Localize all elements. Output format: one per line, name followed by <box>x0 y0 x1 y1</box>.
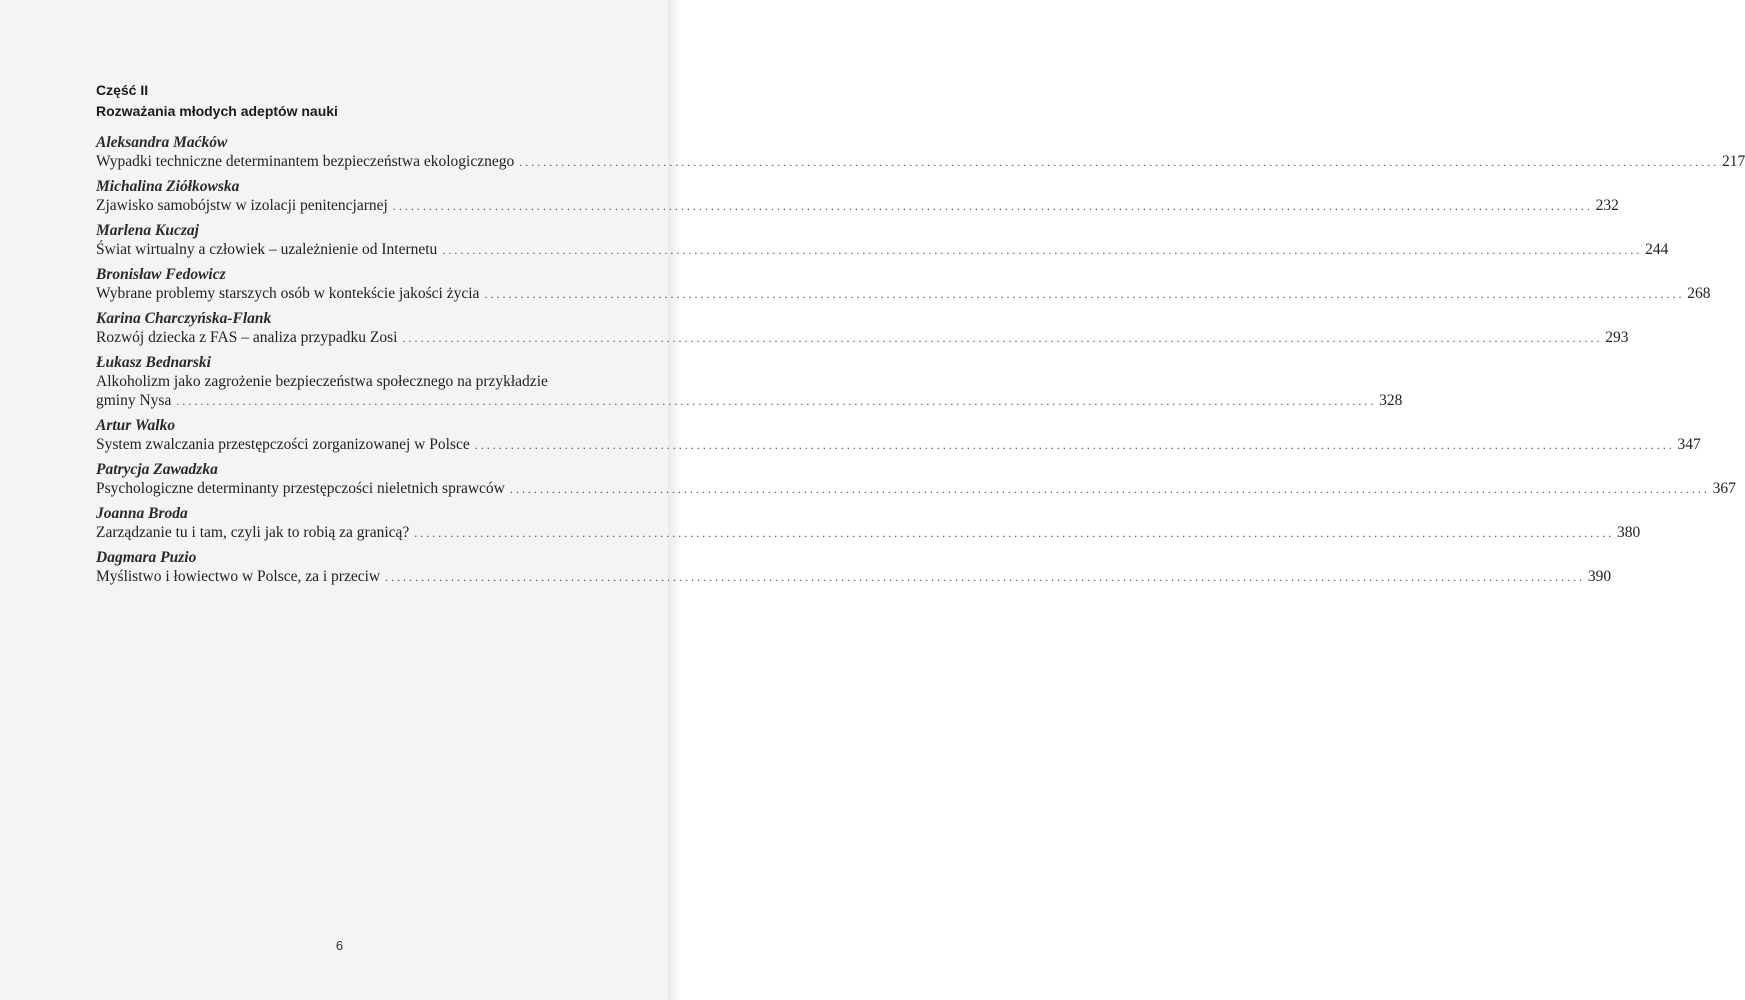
entry-page: 293 <box>1605 329 1629 346</box>
entry-author: Dagmara Puzio <box>96 549 197 566</box>
table-of-contents <box>96 134 1745 593</box>
dot-leader: . . . . . . . . . . . . . . . . . . . . . . . . . . . . . . . . . . . . . . . . . . . . . . . . . . . . . . . . . . . . . . . . . . . . . . . . . . . . . . . . . . . . . . . . . . . . . . . . . . . . . . . . . . . . . . . . . . . . . . . . . . . . . . . . . . . . . . . . . . . . . . . . . . . . . . . . . . . . . . . . . . . . . . . . . . . . . . . . . . . . . . . . . . . . . . . . . . . . . . . . <box>474 438 1672 452</box>
toc-entry <box>96 134 1745 172</box>
entry-title: Rozwój dziecka z FAS – analiza przypadku Zosi <box>96 329 398 346</box>
toc-entry <box>96 222 1669 260</box>
entry-page: 367 <box>1712 480 1736 497</box>
entry-page: 268 <box>1687 285 1711 302</box>
entry-author: Michalina Ziółkowska <box>96 178 240 195</box>
entry-page: 217 <box>1722 153 1745 170</box>
entry-line <box>96 284 1711 304</box>
toc-entry <box>96 417 1701 455</box>
dot-leader: . . . . . . . . . . . . . . . . . . . . . . . . . . . . . . . . . . . . . . . . . . . . . . . . . . . . . . . . . . . . . . . . . . . . . . . . . . . . . . . . . . . . . . . . . . . . . . . . . . . . . . . . . . . . . . . . . . . . . . . . . . . . . . . . . . . . . . . . . . . . . . . . . . . . . . . . . . . . . . . . . . . . . . . . . . . . . . . . . . . . . . . . . . . . . . . . . . . . . . . . <box>414 526 1612 540</box>
entry-line <box>96 152 1745 172</box>
entry-author: Joanna Broda <box>96 505 188 522</box>
part-label: Część II <box>96 82 149 98</box>
toc-entry <box>96 549 1612 587</box>
entry-title: Alkoholizm jako zagrożenie bezpieczeństwa społecznego na przykładzie <box>96 373 548 390</box>
dot-leader: . . . . . . . . . . . . . . . . . . . . . . . . . . . . . . . . . . . . . . . . . . . . . . . . . . . . . . . . . . . . . . . . . . . . . . . . . . . . . . . . . . . . . . . . . . . . . . . . . . . . . . . . . . . . . . . . . . . . . . . . . . . . . . . . . . . . . . . . . . . . . . . . . . . . . . . . . . . . . . . . . . . . . . . . . . . . . . . . . . . . . . . . . . . . . . . . . . . . . . . . <box>519 155 1717 169</box>
toc-entry <box>96 505 1641 543</box>
entry-author: Łukasz Bednarski <box>96 354 211 371</box>
entry-page: 232 <box>1595 197 1619 214</box>
entry-author: Artur Walko <box>96 417 176 434</box>
entry-title: Zarządzanie tu i tam, czyli jak to robią za granicą? <box>96 524 410 541</box>
entry-title: Świat wirtualny a człowiek – uzależnienie od Internetu <box>96 241 438 258</box>
dot-leader: . . . . . . . . . . . . . . . . . . . . . . . . . . . . . . . . . . . . . . . . . . . . . . . . . . . . . . . . . . . . . . . . . . . . . . . . . . . . . . . . . . . . . . . . . . . . . . . . . . . . . . . . . . . . . . . . . . . . . . . . . . . . . . . . . . . . . . . . . . . . . . . . . . . . . . . . . . . . . . . . . . . . . . . . . . . . . . . . . . . . . . . . . . . . . . . . . . . . . . . . <box>402 331 1600 345</box>
entry-page: 390 <box>1587 568 1612 585</box>
entry-line <box>96 240 1669 260</box>
page-edge <box>668 0 679 1000</box>
part-title: Rozważania młodych adeptów nauki <box>96 103 338 119</box>
toc-entry <box>96 461 1736 499</box>
entry-title: System zwalczania przestępczości zorganizowanej w Polsce <box>96 436 470 453</box>
dot-leader: . . . . . . . . . . . . . . . . . . . . . . . . . . . . . . . . . . . . . . . . . . . . . . . . . . . . . . . . . . . . . . . . . . . . . . . . . . . . . . . . . . . . . . . . . . . . . . . . . . . . . . . . . . . . . . . . . . . . . . . . . . . . . . . . . . . . . . . . . . . . . . . . . . . . . . . . . . . . . . . . . . . . . . . . . . . . . . . . . . . . . . . . . . . . . . . . . . . . . . . . <box>509 482 1707 496</box>
toc-entry <box>96 178 1619 216</box>
dot-leader: . . . . . . . . . . . . . . . . . . . . . . . . . . . . . . . . . . . . . . . . . . . . . . . . . . . . . . . . . . . . . . . . . . . . . . . . . . . . . . . . . . . . . . . . . . . . . . . . . . . . . . . . . . . . . . . . . . . . . . . . . . . . . . . . . . . . . . . . . . . . . . . . . . . . . . . . . . . . . . . . . . . . . . . . . . . . . . . . . . . . . . . . . . . . . . . . . . . . . . . . <box>484 287 1682 301</box>
toc-entry <box>96 354 1403 411</box>
entry-page: 328 <box>1379 392 1403 409</box>
entry-author: Karina Charczyńska-Flank <box>96 310 272 327</box>
entry-author: Patrycja Zawadzka <box>96 461 218 478</box>
entry-title: Wypadki techniczne determinantem bezpieczeństwa ekologicznego <box>96 153 515 170</box>
entry-line <box>96 435 1701 455</box>
entry-title-continued: gminy Nysa <box>96 392 172 409</box>
entry-line <box>96 196 1619 216</box>
entry-title: Psychologiczne determinanty przestępczości nieletnich sprawców <box>96 480 505 497</box>
entry-line <box>96 391 1403 411</box>
toc-entry <box>96 266 1711 304</box>
dot-leader: . . . . . . . . . . . . . . . . . . . . . . . . . . . . . . . . . . . . . . . . . . . . . . . . . . . . . . . . . . . . . . . . . . . . . . . . . . . . . . . . . . . . . . . . . . . . . . . . . . . . . . . . . . . . . . . . . . . . . . . . . . . . . . . . . . . . . . . . . . . . . . . . . . . . . . . . . . . . . . . . . . . . . . . . . . . . . . . . . . . . . . . . . . . . . . . . . . . . . . . . <box>392 199 1590 213</box>
toc-entry <box>96 310 1629 348</box>
entry-author: Bronisław Fedowicz <box>96 266 226 283</box>
entry-title: Zjawisko samobójstw w izolacji penitencjarnej <box>96 197 388 214</box>
entry-line <box>96 567 1612 587</box>
dot-leader: . . . . . . . . . . . . . . . . . . . . . . . . . . . . . . . . . . . . . . . . . . . . . . . . . . . . . . . . . . . . . . . . . . . . . . . . . . . . . . . . . . . . . . . . . . . . . . . . . . . . . . . . . . . . . . . . . . . . . . . . . . . . . . . . . . . . . . . . . . . . . . . . . . . . . . . . . . . . . . . . . . . . . . . . . . . . . . . . . . . . . . . . . . . . . . . . . . . . . . . . <box>385 570 1583 584</box>
entry-author: Marlena Kuczaj <box>96 222 199 239</box>
entry-author: Aleksandra Maćków <box>96 134 228 151</box>
entry-page: 347 <box>1677 436 1701 453</box>
entry-line <box>96 328 1629 348</box>
dot-leader: . . . . . . . . . . . . . . . . . . . . . . . . . . . . . . . . . . . . . . . . . . . . . . . . . . . . . . . . . . . . . . . . . . . . . . . . . . . . . . . . . . . . . . . . . . . . . . . . . . . . . . . . . . . . . . . . . . . . . . . . . . . . . . . . . . . . . . . . . . . . . . . . . . . . . . . . . . . . . . . . . . . . . . . . . . . . . . . . . . . . . . . . . . . . . . . . . . . . . . . . <box>442 243 1640 257</box>
entry-line <box>96 479 1736 499</box>
entry-page: 380 <box>1617 524 1641 541</box>
entry-title: Wybrane problemy starszych osób w kontekście jakości życia <box>96 285 480 302</box>
entry-page: 244 <box>1645 241 1669 258</box>
entry-title: Myślistwo i łowiectwo w Polsce, za i przeciw <box>96 568 381 585</box>
dot-leader: . . . . . . . . . . . . . . . . . . . . . . . . . . . . . . . . . . . . . . . . . . . . . . . . . . . . . . . . . . . . . . . . . . . . . . . . . . . . . . . . . . . . . . . . . . . . . . . . . . . . . . . . . . . . . . . . . . . . . . . . . . . . . . . . . . . . . . . . . . . . . . . . . . . . . . . . . . . . . . . . . . . . . . . . . . . . . . . . . . . . . . . . . . . . . . . . . . . . . . . . <box>176 394 1374 408</box>
part-header <box>96 80 338 122</box>
page-number: 6 <box>335 938 344 953</box>
entry-line <box>96 523 1641 543</box>
